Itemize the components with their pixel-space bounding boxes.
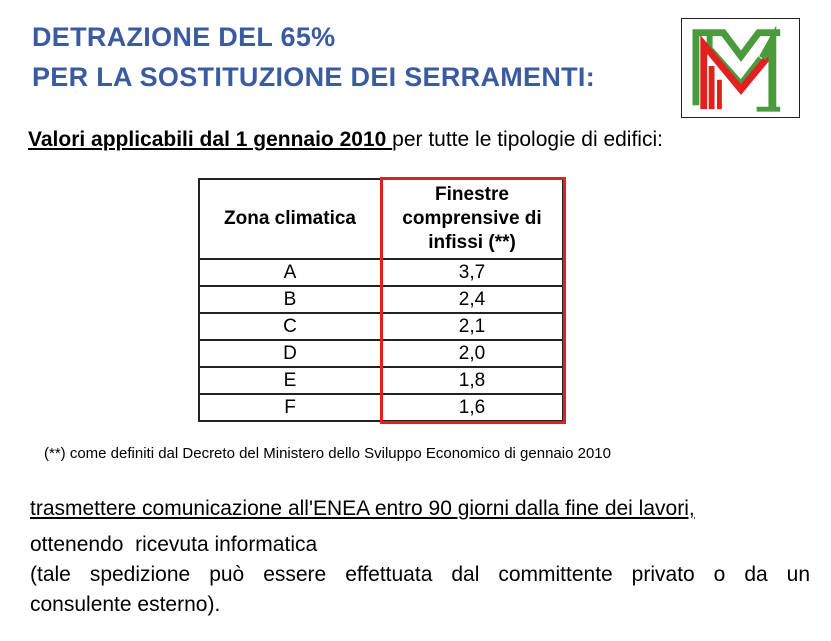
cell-valore: 3,7 [381, 259, 563, 286]
page-title-line2: PER LA SOSTITUZIONE DEI SERRAMENTI: [32, 62, 596, 92]
cell-valore: 2,1 [381, 313, 563, 340]
subtitle [28, 128, 663, 152]
table-row [199, 259, 563, 286]
footnote: (**) come definiti dal Decreto del Ministero dello Sviluppo Economico di gennaio 2010 [44, 445, 611, 462]
cell-valore: 1,6 [381, 394, 563, 421]
paragraph-line3: (tale spedizione può essere effettuata dal committente privato o da un [30, 563, 810, 586]
table-row [199, 367, 563, 394]
header-zona: Zona climatica [199, 179, 381, 259]
subtitle-bold: Valori applicabili dal 1 gennaio 2010 [28, 128, 393, 151]
transmittance-table [198, 178, 564, 422]
cell-valore: 1,8 [381, 367, 563, 394]
m1-logo [681, 18, 800, 118]
cell-zona: A [199, 259, 381, 286]
table-row [199, 394, 563, 421]
page-title-line1: DETRAZIONE DEL 65% [32, 22, 336, 52]
cell-zona: C [199, 313, 381, 340]
cell-valore: 2,4 [381, 286, 563, 313]
cell-valore: 2,0 [381, 340, 563, 367]
table-row [199, 313, 563, 340]
table-row [199, 340, 563, 367]
paragraph-line1: trasmettere comunicazione all'ENEA entro 90 giorni dalla fine dei lavori, [30, 497, 695, 520]
m1-logo-icon [682, 19, 799, 117]
table-row [199, 286, 563, 313]
cell-zona: B [199, 286, 381, 313]
header-finestre: Finestre comprensive di infissi (**) [381, 179, 563, 259]
cell-zona: F [199, 394, 381, 421]
subtitle-rest: per tutte le tipologie di edifici: [392, 128, 663, 151]
cell-zona: D [199, 340, 381, 367]
table-header-row [199, 179, 563, 259]
paragraph-line2: ottenendo ricevuta informatica [30, 533, 318, 556]
cell-zona: E [199, 367, 381, 394]
paragraph-line4: consulente esterno). [30, 593, 221, 616]
